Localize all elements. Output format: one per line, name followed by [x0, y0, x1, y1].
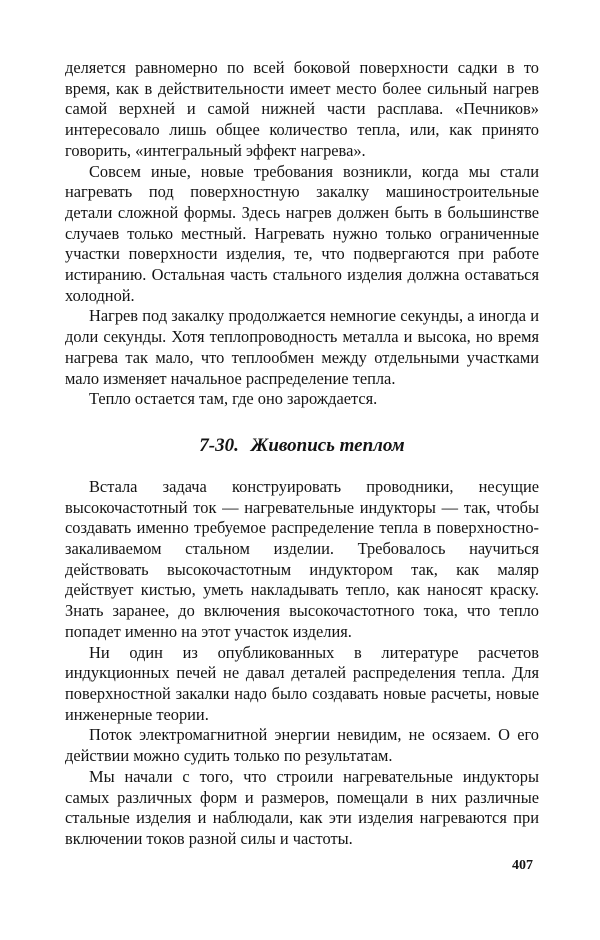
paragraph: Ни один из опубликованных в литературе расчетов индукционных печей не давал деталей распределения тепла. Для поверхностной закалки надо было создавать новые расчеты, новые инженерные теории. [65, 642, 539, 724]
paragraph: Тепло остается там, где оно зарождается. [89, 389, 378, 409]
book-page [65, 58, 539, 850]
page-number: 407 [512, 858, 533, 873]
paragraph: Встала задача конструировать проводники, несущие высокочастотный ток — нагревательные индукторы — так, чтобы создавать именно требуемое распределение тепла в поверхностно-закаливаемом стальном изделии. Требовалось научиться действовать высокочастотным индуктором так, как маляр действует кистью, уметь накладывать тепло, как наносят краску. Знать заранее, до включения высокочастотного тока, что тепло попадет именно на этот участок изделия. [65, 476, 539, 641]
paragraph: Мы начали с того, что строили нагревательные индукторы самых различных форм и размеров, помещали в них различные стальные изделия и наблюдали, как эти изделия нагреваются при включении токов разной силы и частоты. [65, 766, 539, 848]
paragraph-continued: деляется равномерно по всей боковой поверхности садки в то время, как в действительности имеет место более сильный нагрев самой верхней и самой нижней части расплава. «Печников» интересовало лишь общее количество тепла, или, как принято говорить, «интегральный эффект нагрева». [65, 58, 539, 160]
paragraph: Совсем иные, новые требования возникли, когда мы стали нагревать под поверхностную закалку машиностроительные детали сложной формы. Здесь нагрев должен быть в большинстве случаев только местный. Нагревать нужно только ограниченные участки поверхности изделия, те, что подвергаются при работе истиранию. Остальная часть стального изделия должна оставаться холодной. [65, 161, 539, 305]
paragraph: Поток электромагнитной энергии невидим, не осязаем. О его действии можно судить только по результатам. [65, 725, 539, 766]
section-heading [65, 434, 539, 458]
paragraph: Нагрев под закалку продолжается немногие секунды, а иногда и доли секунды. Хотя теплопроводность металла и высока, но время нагрева так мало, что теплообмен между отдельными участками мало изменяет начальное распределение тепла. [65, 306, 539, 388]
section-number: 7-30. [199, 434, 239, 456]
section-title: Живопись теплом [250, 434, 405, 456]
